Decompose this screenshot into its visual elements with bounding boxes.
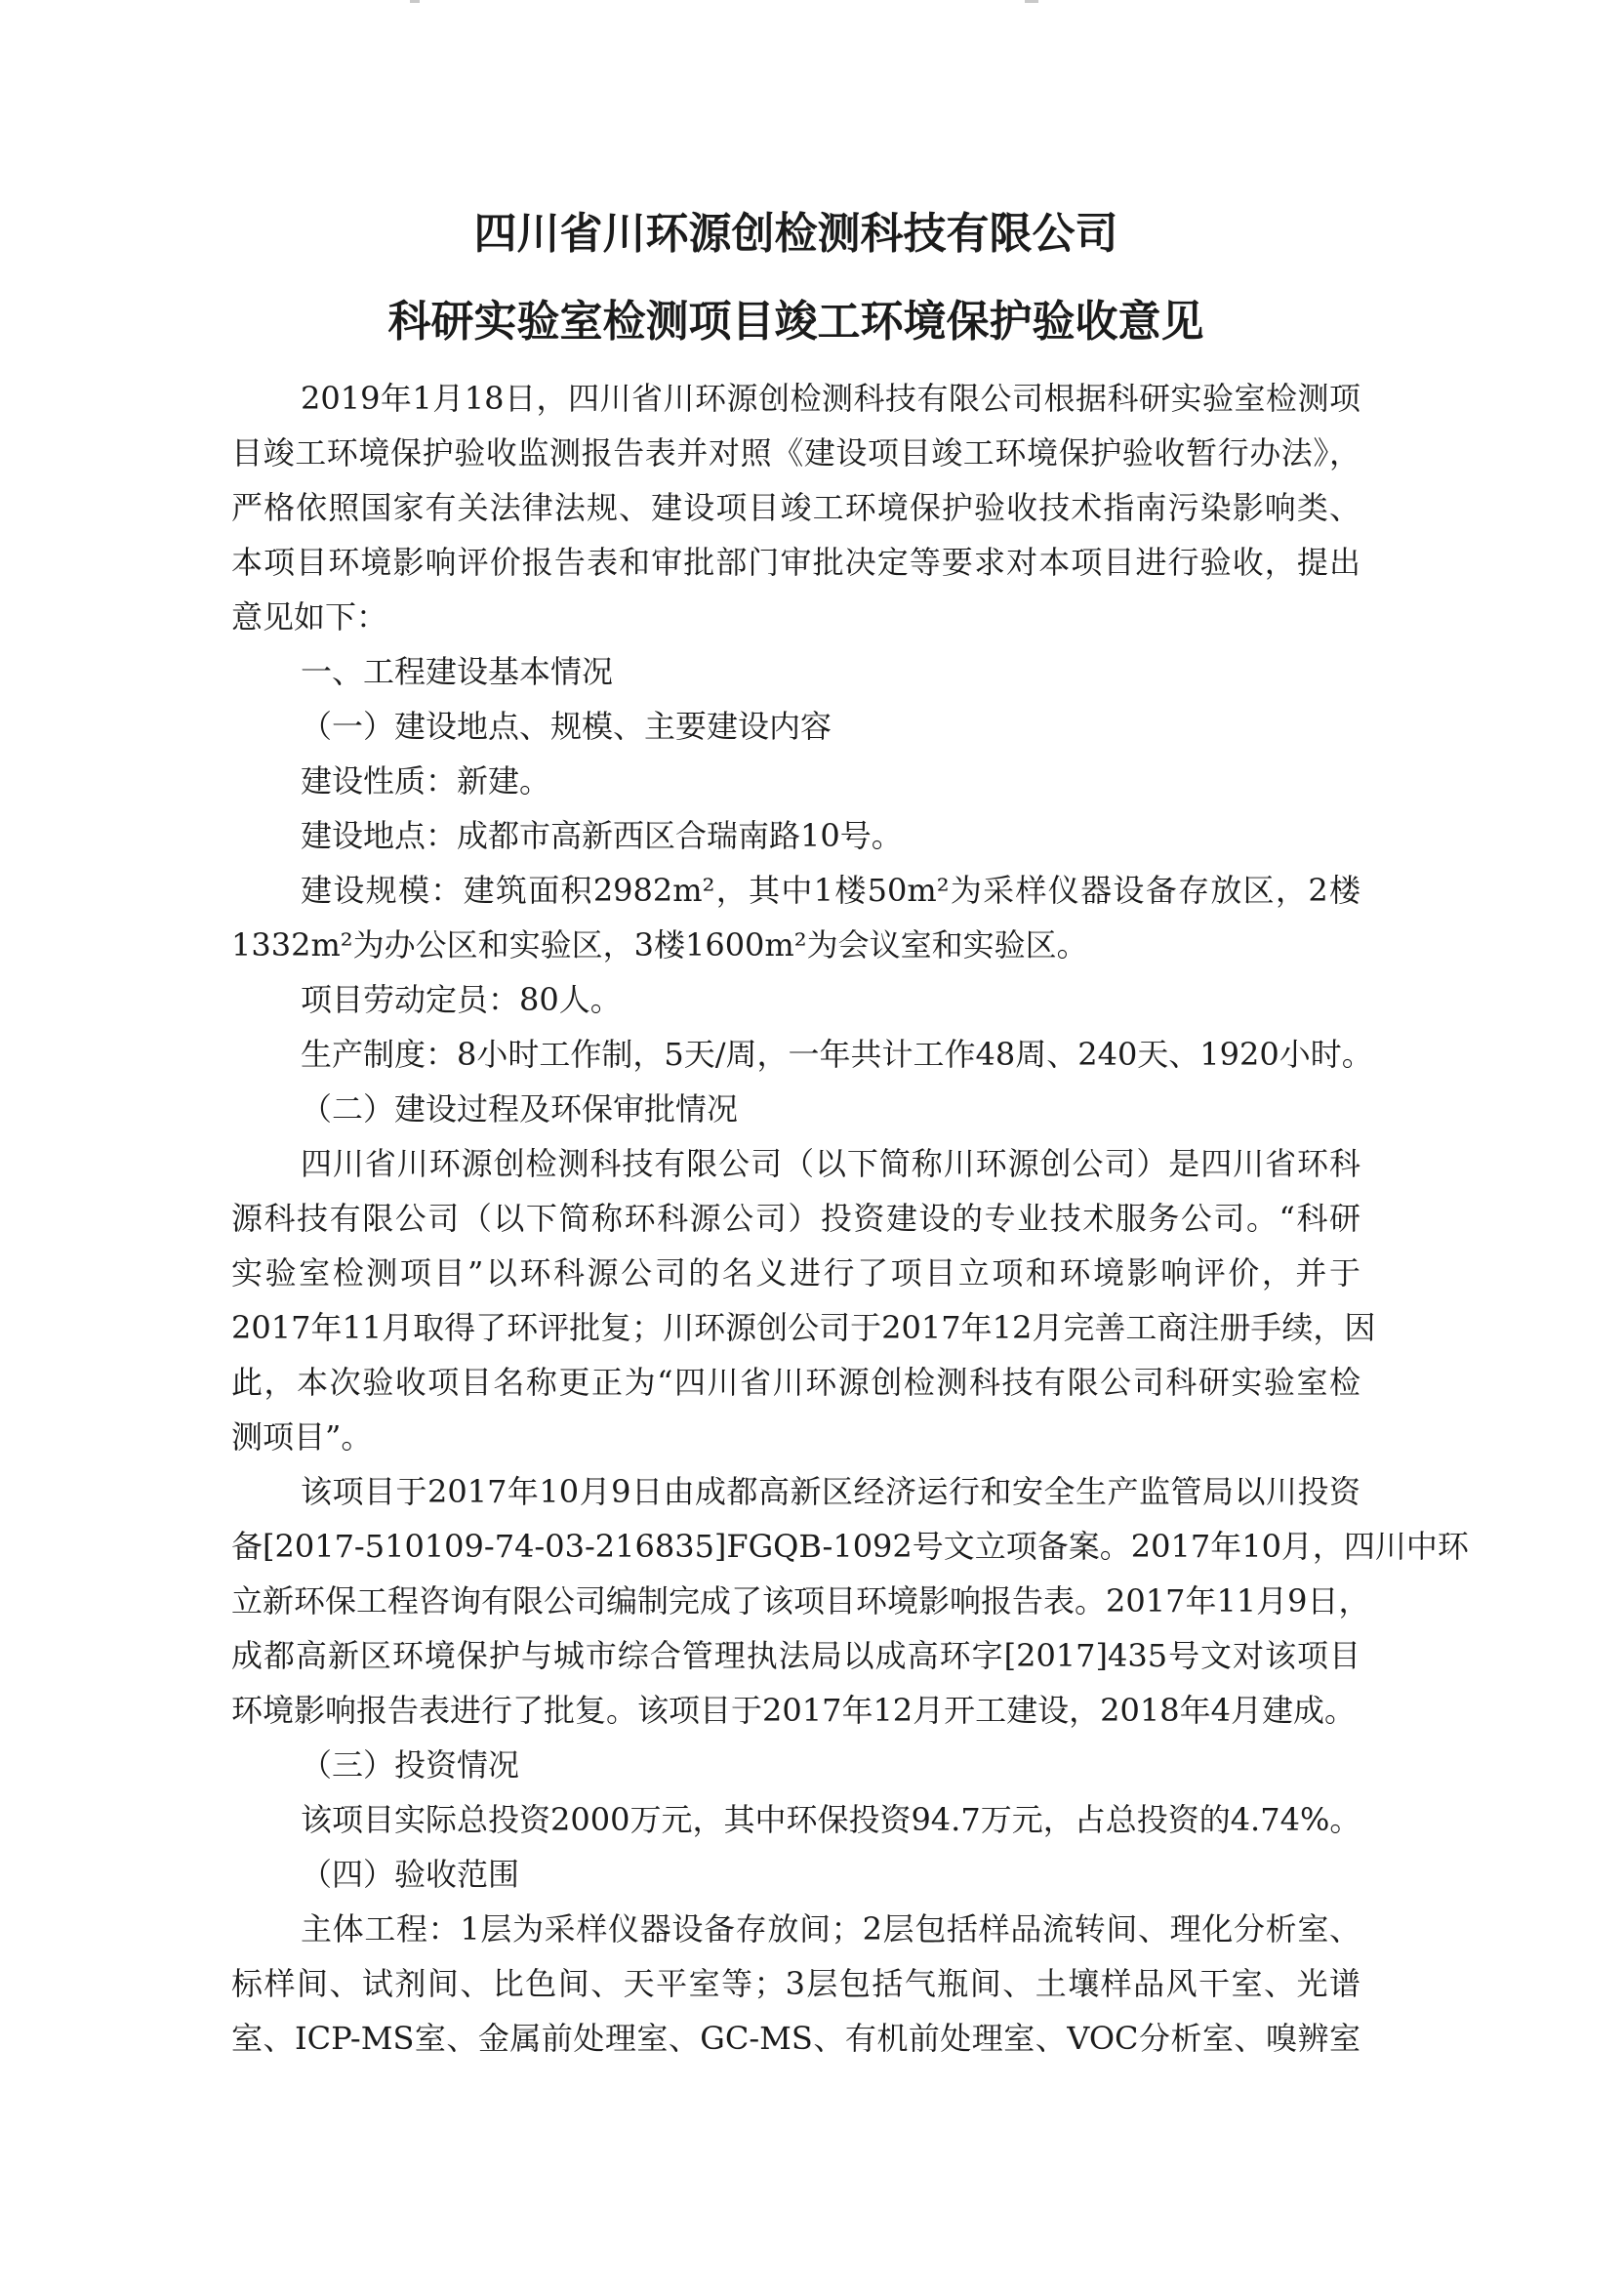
text-line: 室、ICP-MS室、金属前处理室、GC-MS、有机前处理室、VOC分析室、嗅辨室 [231,2020,1360,2057]
subsection-heading: （四）验收范围 [301,1856,520,1893]
paragraph-intro [231,371,1360,644]
text-line: 四川省川环源创检测科技有限公司（以下简称川环源创公司）是四川省环科 [301,1145,1360,1182]
paragraph-acceptance-scope [231,1902,1360,2066]
subsection-heading: （二）建设过程及环保审批情况 [301,1090,739,1128]
paragraph-investment: 该项目实际总投资2000万元，其中环保投资94.7万元，占总投资的4.74%。 [301,1801,1361,1838]
text-line: 严格依照国家有关法律法规、建设项目竣工环境保护验收技术指南污染影响类、 [231,489,1360,526]
paragraph-company-background [231,1136,1376,1464]
subsection-heading: （三）投资情况 [301,1746,520,1784]
section-heading: 一、工程建设基本情况 [301,653,614,690]
text-line: 意见如下： [231,598,388,636]
paragraph-work-schedule: 生产制度：8小时工作制，5天/周，一年共计工作48周、240天、1920小时。 [301,1036,1373,1073]
text-line: 标样间、试剂间、比色间、天平室等；3层包括气瓶间、土壤样品风干室、光谱 [231,1965,1360,2002]
text-line: 2019年1月18日，四川省川环源创检测科技有限公司根据科研实验室检测项 [301,380,1360,417]
text-line: 主体工程：1层为采样仪器设备存放间；2层包括样品流转间、理化分析室、 [301,1910,1360,1948]
text-line: 2017年11月取得了环评批复；川环源创公司于2017年12月完善工商注册手续，因 [231,1309,1376,1346]
text-line: 备[2017-510109-74-03-216835]FGQB-1092号文立项备案。2017年10月，四川中环 [231,1528,1469,1565]
text-line: 该项目于2017年10月9日由成都高新区经济运行和安全生产监管局以川投资 [301,1473,1360,1510]
text-line: 实验室检测项目”以环科源公司的名义进行了项目立项和环境影响评价，并于 [231,1254,1360,1292]
paragraph-construction-location: 建设地点：成都市高新西区合瑞南路10号。 [301,817,903,854]
paragraph-staffing: 项目劳动定员：80人。 [301,981,622,1018]
text-line: 成都高新区环境保护与城市综合管理执法局以成高环字[2017]435号文对该项目 [231,1637,1360,1674]
scan-mark [410,0,420,3]
text-line: 建设规模：建筑面积2982m²，其中1楼50m²为采样仪器设备存放区，2楼 [301,872,1360,909]
document-subtitle: 科研实验室检测项目竣工环境保护验收意见 [387,297,1204,347]
paragraph-construction-scale [231,863,1360,972]
document-body [231,371,1469,2066]
text-line: 测项目”。 [231,1418,373,1456]
scan-mark [1025,0,1038,3]
subsection-heading: （一）建设地点、规模、主要建设内容 [301,708,832,745]
document-title: 四川省川环源创检测科技有限公司 [473,209,1118,259]
paragraph-construction-nature: 建设性质：新建。 [301,762,551,800]
paragraph-approval-history [231,1464,1469,1738]
text-line: 源科技有限公司（以下简称环科源公司）投资建设的专业技术服务公司。“科研 [231,1200,1360,1237]
text-line: 立新环保工程咨询有限公司编制完成了该项目环境影响报告表。2017年11月9日， [231,1582,1370,1620]
text-line: 目竣工环境保护验收监测报告表并对照《建设项目竣工环境保护验收暂行办法》， [231,434,1360,472]
text-line: 环境影响报告表进行了批复。该项目于2017年12月开工建设，2018年4月建成。 [231,1692,1356,1729]
text-line: 本项目环境影响评价报告表和审批部门审批决定等要求对本项目进行验收，提出 [231,544,1360,581]
text-line: 此，本次验收项目名称更正为“四川省川环源创检测科技有限公司科研实验室检 [231,1364,1360,1401]
text-line: 1332m²为办公区和实验区，3楼1600m²为会议室和实验区。 [231,926,1088,964]
